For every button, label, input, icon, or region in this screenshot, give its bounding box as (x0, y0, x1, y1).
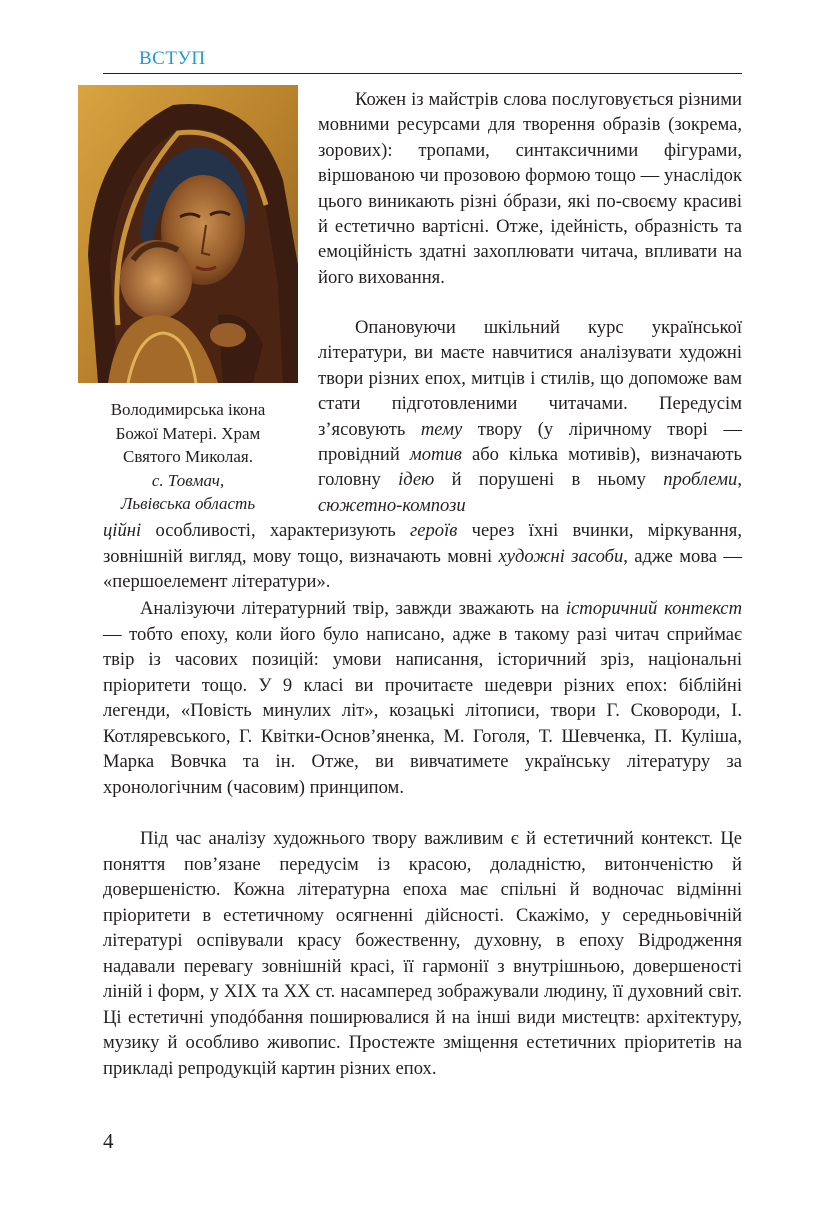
text-run: через їхні вчинки, міркування, зовнішній вигляд, мову тощо, визначають мовні (103, 520, 742, 567)
term-emphasis: ційні (103, 520, 142, 541)
text-run: або кілька мотивів), визначають головну (318, 444, 742, 491)
caption-line: Володимирська ікона (110, 400, 266, 419)
term-emphasis: тему (420, 418, 463, 440)
term-emphasis: ідею (398, 469, 435, 491)
figure-caption (78, 398, 298, 516)
caption-line: Святого Миколая. (123, 447, 253, 466)
running-header (103, 48, 742, 74)
term-emphasis: історичний контекст (565, 598, 742, 619)
caption-region: Львівська область (120, 494, 256, 513)
paragraph-4: Під час аналізу художнього твору важливим є й естетичний контекст. Це поняття пов’язане передусім із красою, доладністю, витонченістю й довершеністю. Кожна літературна епоха має спільні й водночас відмінні пріоритети в естетичному осягненні дійсності. Скажімо, у середньовічній літературі оспівували красу божественну, духовну, в епоху Відродження надавали перевагу зовнішній красі, її гармонії з внутрішньою, довершеності ліній і форм, у XIX та XX ст. насамперед зображували людину, її духовний світ. Ці естетичні уподóбання поширювалися й на інші види мистецтв: архітектуру, музику й особливо живопис. Простежте зміщення естетичних пріоритетів на прикладі репродукцій картин різних епох. (103, 828, 742, 1079)
paragraph-1: Кожен із майстрів слова послуговується різними мовними ресурсами для творення образів (зокрема, зорових): тропами, синтаксичними фігурами, віршованою чи прозовою формою тощо — унаслідок цього виникають різні óбрази, які по-своєму красиві й естетично вартісні. Отже, ідейність, образність та емоційність здатні захоплювати читача, впливати на його виховання. (318, 89, 742, 288)
icon-image (78, 85, 298, 383)
term-emphasis: художні засоби (498, 545, 624, 567)
text-run: , (737, 469, 742, 491)
term-emphasis: героїв (409, 520, 458, 541)
text-run: особливості, характеризують (141, 520, 410, 541)
paragraph-2-continued (103, 518, 742, 595)
section-title: ВСТУП (139, 48, 206, 69)
paragraph-3 (103, 596, 742, 800)
text-run: Опановуючи шкільний курс української літератури, ви маєте навчитися аналізувати художні твори різних епох, митців і стилів, що допоможе вам стати підготовленими читачами. Передусім з’ясовують (318, 317, 742, 440)
text-run: — тобто епоху, коли його було написано, адже в такому разі читач сприймає твір із часових позицій: умови написання, історичний зріз, національні пріоритети тощо. У 9 класі ви прочитаєте шедеври різних епох: біблійні легенди, «Повість минулих літ», козацькі літописи, твори Г. Сковороди, І. Котляревського, Г. Квітки-Основ’яненка, М. Гоголя, Т. Шевченка, П. Куліша, Марка Вовчка та ін. Отже, ви вивчатимете українську літературу за хронологічним (часовим) принципом. (103, 623, 742, 798)
term-emphasis: мотив (409, 444, 462, 466)
term-emphasis: проблеми (663, 469, 738, 491)
paragraph-2 (318, 315, 742, 518)
caption-place: с. Товмач, (151, 470, 225, 490)
caption-line: Божої Матері. Храм (115, 423, 261, 443)
term-emphasis: сюжетно-компози (318, 494, 466, 516)
text-run: , адже мова — «першоелемент літератури». (103, 545, 742, 592)
page-number: 4 (103, 1129, 114, 1153)
text-run: Аналізуючи літературний твір, завжди зважають на (140, 598, 566, 619)
text-run: твору (у ліричному творі — провідний (318, 418, 742, 466)
text-run: й порушені в ньому (434, 469, 664, 491)
